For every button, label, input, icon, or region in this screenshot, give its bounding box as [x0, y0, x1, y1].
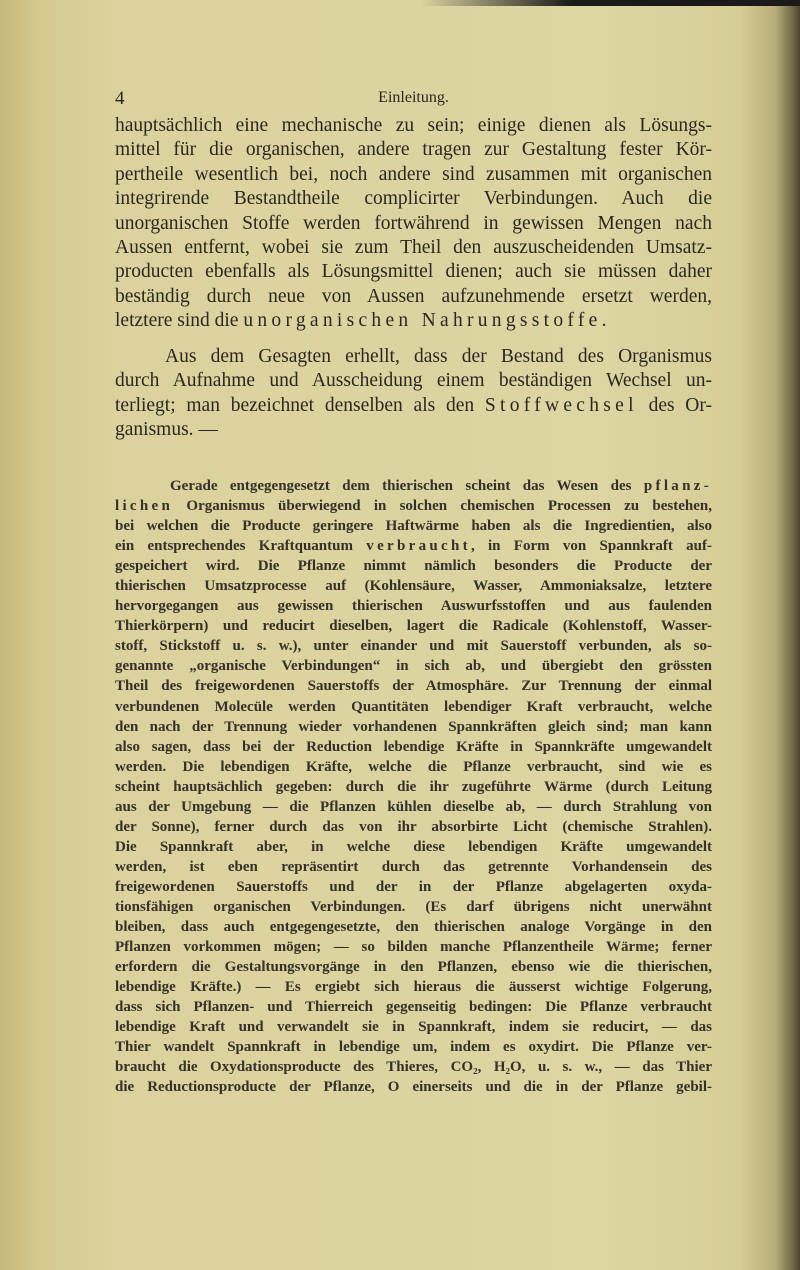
text-run: ein entsprechendes Kraftquantum: [115, 538, 367, 555]
spaced-emphasis: unorganischen Nahrungsstoffe: [243, 310, 602, 332]
text-line: [115, 516, 712, 536]
text-run: Die Spannkraft aber, in welche diese lebendigen Kräfte umgewandelt: [115, 838, 712, 855]
text-run: Organismus überwiegend in solchen chemischen Processen zu bestehen,: [173, 498, 712, 515]
text-line: [115, 345, 712, 369]
text-run: verbundenen Molecüle werden Quantitäten lebendiger Kraft verbraucht, welche: [115, 698, 712, 715]
spaced-emphasis: lichen: [115, 498, 174, 515]
text-run: freigewordenen Sauerstoffs und der in der Pflanze abgelagerten oxyda-: [115, 878, 712, 895]
text-run: pertheile wesentlich bei, noch andere sind zusammen mit organischen: [115, 163, 712, 185]
text-line: [115, 556, 712, 576]
text-line: [115, 418, 712, 442]
text-line: [115, 656, 712, 676]
text-run: Gerade entgegengesetzt dem thierischen scheint das Wesen des: [170, 478, 644, 494]
text-line: [115, 717, 712, 737]
text-run: beständig durch neue von Aussen aufzunehmende ersetzt werden,: [115, 285, 712, 307]
text-line: [115, 285, 712, 309]
text-line: [115, 212, 712, 236]
text-run: integrirende Bestandtheile complicirter Verbindungen. Auch die: [115, 188, 712, 210]
text-run: dass sich Pflanzen- und Thierreich gegenseitig bedingen: Die Pflanze verbraucht: [115, 999, 712, 1016]
text-line: [115, 596, 712, 616]
running-title: Einleitung.: [378, 89, 449, 106]
text-line: [115, 877, 712, 897]
text-line: [115, 797, 712, 817]
text-run: genannte „organische Verbindungen“ in sich ab, und übergiebt den grössten: [115, 658, 712, 675]
text-line: [115, 138, 712, 162]
text-line: [115, 676, 712, 696]
text-line: [115, 1037, 712, 1057]
text-run: den nach der Trennung wieder vorhandenen Spannkräften gleich sind; man kann: [115, 718, 712, 735]
text-line: [115, 496, 712, 516]
text-line: [115, 837, 712, 857]
text-line: [115, 697, 712, 717]
page-number: 4: [115, 88, 125, 109]
text-line: [115, 1077, 712, 1097]
text-run: .: [601, 310, 607, 332]
text-run: lebendige Kräfte.) — Es ergiebt sich hieraus die äusserst wichtige Folgerung,: [115, 979, 712, 996]
text-run: gespeichert wird. Die Pflanze nimmt nämlich besonders die Producte der: [115, 558, 712, 575]
page-header: [115, 88, 712, 112]
text-line: [115, 917, 712, 937]
text-run: stoff, Stickstoff u. s. w.), unter einander und mit Sauerstoff verbunden, als so-: [115, 638, 712, 655]
text-line: [115, 260, 712, 284]
text-line: [115, 1057, 712, 1077]
text-run: Aussen entfernt, wobei sie zum Theil den auszuscheidenden Umsatz-: [115, 236, 712, 258]
text-run: durch Aufnahme und Ausscheidung einem beständigen Wechsel un-: [115, 370, 712, 392]
text-run: Pflanzen vorkommen mögen; — so bilden manche Pflanzentheile Wärme; ferner: [115, 939, 712, 956]
text-run: erfordern die Gestaltungsvorgänge in den Pflanzen, ebenso wie die thierischen,: [115, 959, 712, 976]
text-line: [115, 957, 712, 977]
text-line: [115, 937, 712, 957]
text-run: also sagen, dass bei der Reduction lebendige Kräfte in Spannkräfte umgewandelt: [115, 738, 712, 755]
text-run: ganismus. —: [115, 419, 218, 441]
text-line: [115, 857, 712, 877]
text-run: bleiben, dass auch entgegengesetzte, den thierischen analoge Vorgänge in den: [115, 919, 712, 936]
text-line: [115, 737, 712, 757]
text-run: bei welchen die Producte geringere Haftwärme haben als die Ingredientien, also: [115, 518, 712, 535]
text-run: braucht die Oxydationsproducte des Thieres, CO₂, H₂O, u. s. w., — das Thier: [115, 1059, 712, 1076]
spaced-emphasis: Stoffwechsel: [484, 394, 638, 416]
text-line: [115, 114, 712, 138]
text-run: unorganischen Stoffe werden fortwährend in gewissen Mengen nach: [115, 212, 712, 234]
text-run: thierischen Umsatzprocesse auf (Kohlensäure, Wasser, Ammoniaksalze, letztere: [115, 578, 712, 595]
text-run: tionsfähigen organischen Verbindungen. (Es darf übrigens nicht unerwähnt: [115, 898, 712, 915]
text-line: [115, 757, 712, 777]
text-line: [115, 187, 712, 211]
text-run: terliegt; man bezeichnet denselben als den: [115, 394, 485, 416]
text-run: Aus dem Gesagten erhellt, dass der Bestand des Organismus: [165, 346, 712, 367]
text-run: hauptsächlich eine mechanische zu sein; einige dienen als Lösungs-: [115, 115, 712, 136]
text-line: [115, 163, 712, 187]
text-line: [115, 536, 712, 556]
spaced-emphasis: pflanz-: [643, 478, 712, 494]
text-run: letztere sind die: [115, 310, 244, 332]
spaced-emphasis: verbraucht: [366, 538, 471, 555]
text-line: [115, 616, 712, 636]
text-run: mittel für die organischen, andere tragen zur Gestaltung fester Kör-: [115, 139, 712, 161]
scan-edge: [420, 0, 800, 6]
paragraph-small-print: [115, 476, 712, 1097]
text-line: [115, 997, 712, 1017]
text-run: werden. Die lebendigen Kräfte, welche die Pflanze verbraucht, sind wie es: [115, 758, 712, 775]
text-run: die Reductionsproducte der Pflanze, O einerseits und die in der Pflanze gebil-: [115, 1079, 712, 1096]
text-run: des Or-: [637, 394, 712, 416]
text-run: scheint hauptsächlich gegeben: durch die ihr zugeführte Wärme (durch Leitung: [115, 778, 712, 795]
text-line: [115, 977, 712, 997]
text-line: [115, 476, 712, 496]
text-line: [115, 576, 712, 596]
text-run: hervorgegangen aus gewissen thierischen Auswurfsstoffen und aus faulenden: [115, 598, 712, 615]
text-line: [115, 1017, 712, 1037]
text-line: [115, 897, 712, 917]
text-line: [115, 394, 712, 418]
text-run: Thier wandelt Spannkraft in lebendige um, indem es oxydirt. Die Pflanze ver-: [115, 1039, 712, 1056]
text-run: aus der Umgebung — die Pflanzen kühlen dieselbe ab, — durch Strahlung von: [115, 798, 712, 815]
paragraph-stoffwechsel: [115, 345, 712, 443]
text-line: [115, 817, 712, 837]
text-run: Thierkörpern) und reducirt dieselben, lagert die Radicale (Kohlenstoff, Wasser-: [115, 618, 712, 635]
text-run: lebendige Kraft und verwandelt sie in Spannkraft, indem sie reducirt, — das: [115, 1019, 712, 1036]
text-run: producten ebenfalls als Lösungsmittel dienen; auch sie müssen daher: [115, 261, 712, 283]
paragraph-main: [115, 114, 712, 334]
text-run: , in Form von Spannkraft auf-: [470, 538, 713, 555]
text-run: Theil des freigewordenen Sauerstoffs der Atmosphäre. Zur Trennung der einmal: [115, 678, 712, 695]
text-line: [115, 636, 712, 656]
text-line: [115, 236, 712, 260]
text-line: [115, 369, 712, 393]
text-line: [115, 309, 712, 333]
text-line: [115, 777, 712, 797]
text-run: werden, ist eben repräsentirt durch das getrennte Vorhandensein des: [115, 858, 712, 875]
text-run: der Sonne), ferner durch das von ihr absorbirte Licht (chemische Strahlen).: [115, 818, 712, 835]
